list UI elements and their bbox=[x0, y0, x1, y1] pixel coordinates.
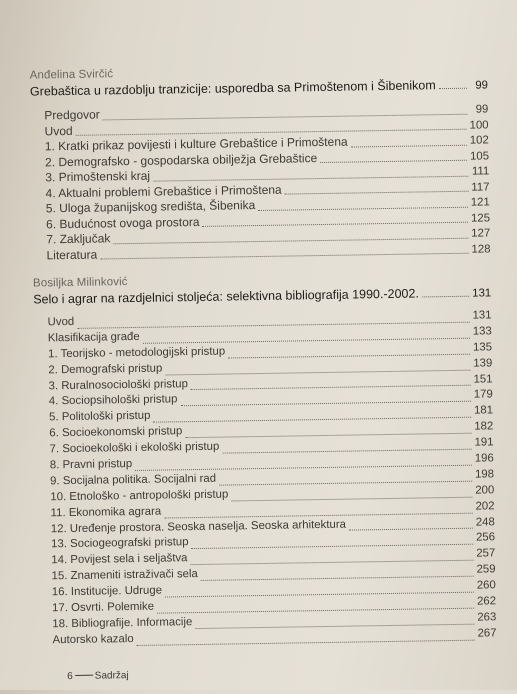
toc-entry-text: Autorsko kazalo bbox=[52, 632, 134, 647]
toc-entry-page: 131 bbox=[472, 309, 492, 322]
toc-entry-text: 11. Ekonomika agrara bbox=[50, 505, 162, 519]
page-number: 6 bbox=[67, 670, 73, 683]
toc-entry-text: Uvod bbox=[47, 315, 75, 329]
toc-entry-text: 7. Zaključak bbox=[46, 231, 111, 247]
toc-entry-page: 181 bbox=[473, 404, 494, 417]
toc-entry-page: 260 bbox=[476, 579, 496, 592]
dot-leader bbox=[439, 87, 467, 89]
toc-entry-page: 202 bbox=[475, 500, 495, 513]
toc-entry-page: 191 bbox=[474, 436, 494, 449]
toc-entry-text: 7. Socioekološki i ekološki pristup bbox=[49, 440, 220, 456]
toc-entry-page: 117 bbox=[471, 180, 490, 194]
toc-entry-text: 3. Ruralnosociološki pristup bbox=[48, 377, 188, 392]
toc-entry-text: 1. Kratki prikaz povijesti i kulture Grebaštice i Primoštena bbox=[44, 134, 348, 154]
toc-entry-page: 135 bbox=[472, 341, 493, 354]
toc-entry-page: 127 bbox=[471, 227, 491, 240]
toc-entry-page: 99 bbox=[475, 103, 489, 116]
toc-entry-page: 267 bbox=[477, 627, 497, 640]
toc-entry-text: 9. Socijalna politika. Socijalni rad bbox=[50, 472, 217, 488]
toc-entry-page: 196 bbox=[474, 452, 494, 465]
footer-rule bbox=[75, 675, 93, 676]
toc-entry-text: 16. Institucije. Udruge bbox=[51, 584, 163, 599]
dot-leader bbox=[351, 143, 467, 147]
footer-label: Sadržaj bbox=[94, 670, 129, 682]
toc-entry-page: 198 bbox=[474, 468, 495, 481]
section-title-row bbox=[30, 77, 488, 98]
toc-entry-page: 121 bbox=[470, 196, 490, 209]
toc-entry-page: 100 bbox=[469, 118, 489, 132]
toc-entry-text: Literatura bbox=[46, 247, 98, 262]
toc-entry-text: 8. Pravni pristup bbox=[49, 458, 133, 472]
toc-entry-text: 5. Politološki pristup bbox=[49, 410, 151, 424]
section-entries bbox=[48, 309, 497, 650]
dot-leader bbox=[100, 252, 468, 260]
toc-entry-page: 139 bbox=[473, 357, 493, 370]
toc-section-1 bbox=[30, 62, 491, 263]
toc-entry-page: 125 bbox=[470, 211, 491, 225]
toc-entry-text: 5. Uloga županijskog središta, Šibenika bbox=[45, 198, 256, 216]
toc-entry-page: 259 bbox=[476, 563, 496, 576]
toc-entry-page: 102 bbox=[469, 134, 489, 147]
toc-entry-text: Uvod bbox=[44, 123, 73, 138]
section-title: Grebaštica u razdoblju tranzicije: usporedba sa Primoštenom i Šibenikom bbox=[29, 78, 436, 99]
toc-entry-page: 151 bbox=[473, 372, 493, 386]
toc-entry-text: 4. Sociopsihološki pristup bbox=[48, 393, 178, 408]
toc-entry-page: 256 bbox=[475, 531, 496, 545]
section-author: Bosiljka Milinković bbox=[32, 276, 128, 290]
toc-entry-text: 14. Povijest sela i seljaštva bbox=[51, 552, 188, 567]
toc-entry-text: 1. Teorijsko - metodologijski pristup bbox=[48, 345, 226, 361]
toc-entry-page: 248 bbox=[475, 515, 495, 529]
toc-entry-text: 13. Sociogeografski pristup bbox=[51, 536, 189, 551]
toc-entry-text: 3. Primoštenski kraj bbox=[45, 168, 151, 185]
toc-entry-text: Predgovor bbox=[44, 107, 100, 123]
toc-entry-text: 15. Znameniti istraživači sela bbox=[51, 568, 198, 583]
toc-entry-text: 18. Bibliografije. Informacije bbox=[52, 616, 193, 631]
dot-leader bbox=[349, 527, 473, 531]
toc-entry-page: 133 bbox=[472, 325, 492, 338]
section-entries bbox=[44, 101, 490, 263]
toc-entry-page: 182 bbox=[474, 420, 494, 433]
toc-entry-text: 2. Demografski pristup bbox=[48, 362, 163, 376]
toc-entry-text: 10. Etnološko - antropološki pristup bbox=[50, 488, 229, 504]
section-title: Selo i agrar na razdjelnici stoljeća: selektivna bibliografija 1990.-2002. bbox=[33, 286, 419, 307]
toc-entry-page: 179 bbox=[473, 388, 493, 402]
toc-entry-text: 2. Demografsko - gospodarska obilježja Grebaštice bbox=[44, 150, 318, 169]
toc-section-2 bbox=[33, 270, 497, 650]
toc-entry-text: 12. Uređenje prostora. Seoska naselja. Seoska arhitektura bbox=[50, 518, 346, 535]
section-title-page: 131 bbox=[472, 287, 492, 300]
dot-leader bbox=[422, 295, 469, 298]
toc-entry-page: 262 bbox=[476, 595, 497, 608]
page-footer bbox=[67, 670, 129, 682]
toc-entry-page: 257 bbox=[476, 547, 496, 560]
section-title-row bbox=[33, 285, 491, 306]
section-author: Anđelina Svirčić bbox=[29, 68, 114, 82]
dot-leader bbox=[137, 638, 475, 645]
toc-entry-text: 6. Socioekonomski pristup bbox=[49, 425, 183, 440]
toc-entry-text: 6. Budućnost ovoga prostora bbox=[45, 214, 200, 231]
dot-leader bbox=[320, 159, 467, 163]
section-title-page: 99 bbox=[475, 79, 489, 92]
toc-entry-page: 263 bbox=[477, 611, 497, 624]
toc-entry-text: 4. Aktualni problemi Grebaštice i Primoštena bbox=[45, 182, 282, 200]
toc-entry-text: Klasifikacija građe bbox=[47, 330, 140, 345]
toc-entry-page: 105 bbox=[469, 149, 490, 163]
dot-leader bbox=[285, 190, 469, 195]
toc-entry-text: 17. Osvrti. Polemike bbox=[52, 600, 155, 615]
toc-entry-page: 200 bbox=[475, 484, 495, 497]
toc-entry-page: 128 bbox=[471, 242, 491, 256]
toc-entry-page: 111 bbox=[471, 165, 490, 178]
